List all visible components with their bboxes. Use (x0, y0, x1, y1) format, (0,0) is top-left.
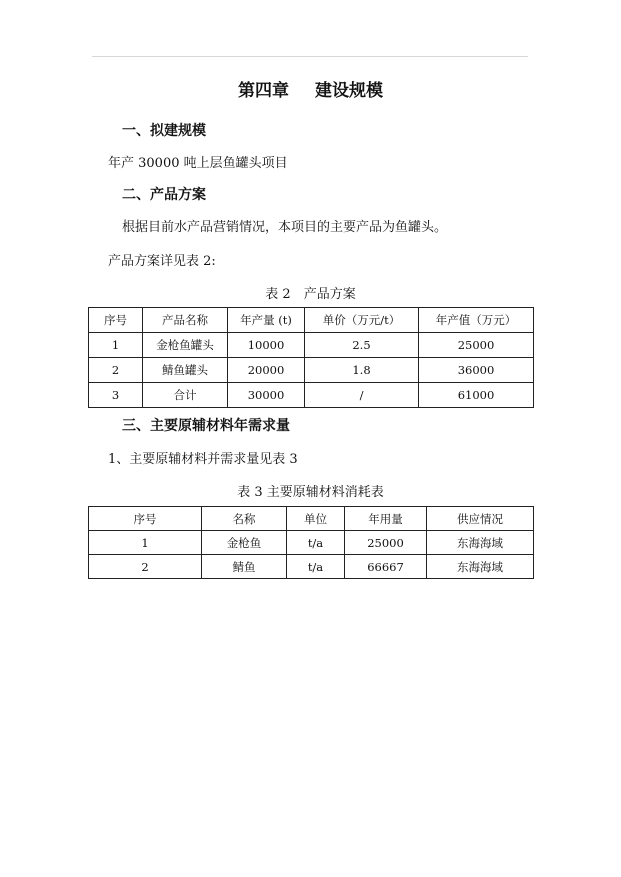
table-2-header: 年产量 (t) (228, 308, 305, 333)
table-cell: 66667 (345, 555, 427, 579)
section-3-heading: 三、主要原辅材料年需求量 (122, 418, 290, 434)
table-cell: 东海海域 (427, 531, 534, 555)
header-rule (92, 56, 528, 57)
table-3-header-row (89, 507, 534, 531)
table-row (89, 333, 534, 358)
table-cell: 1.8 (305, 358, 419, 383)
section-3-text: 1、主要原辅材料并需求量见表 3 (108, 452, 298, 467)
table-cell: 鲭鱼罐头 (143, 358, 228, 383)
table-cell: 鲭鱼 (202, 555, 287, 579)
table-2-header: 序号 (89, 308, 143, 333)
section-2-paragraph: 根据目前水产品营销情况，本项目的主要产品为鱼罐头。 (122, 220, 448, 235)
table-3-header: 序号 (89, 507, 202, 531)
table-row (89, 531, 534, 555)
table-cell: t/a (287, 531, 345, 555)
table-cell: 2.5 (305, 333, 419, 358)
table-cell: t/a (287, 555, 345, 579)
table-cell: / (305, 383, 419, 408)
table-2-header: 年产值（万元） (419, 308, 534, 333)
table-cell: 东海海域 (427, 555, 534, 579)
table-3-header: 供应情况 (427, 507, 534, 531)
table-cell: 25000 (345, 531, 427, 555)
table-2 (88, 307, 534, 408)
chapter-title (0, 76, 621, 101)
table-2-caption: 表 2 产品方案 (265, 287, 356, 302)
table-row (89, 358, 534, 383)
table-cell: 2 (89, 358, 143, 383)
table-cell: 合计 (143, 383, 228, 408)
table-3-header: 单位 (287, 507, 345, 531)
table-2-header: 产品名称 (143, 308, 228, 333)
table-3-header: 年用量 (345, 507, 427, 531)
table-cell: 10000 (228, 333, 305, 358)
section-1-heading: 一、拟建规模 (122, 123, 206, 139)
section-2-reference: 产品方案详见表 2: (108, 254, 216, 269)
table-3-header: 名称 (202, 507, 287, 531)
table-cell: 1 (89, 531, 202, 555)
table-3-caption: 表 3 主要原辅材料消耗表 (237, 485, 384, 500)
section-1-text: 年产 30000 吨上层鱼罐头项目 (108, 156, 288, 171)
chapter-number: 第四章 (238, 81, 289, 101)
table-2-header-row (89, 308, 534, 333)
table-cell: 1 (89, 333, 143, 358)
table-cell: 金枪鱼 (202, 531, 287, 555)
table-cell: 3 (89, 383, 143, 408)
table-cell: 30000 (228, 383, 305, 408)
chapter-name: 建设规模 (315, 81, 383, 101)
table-3 (88, 506, 534, 579)
table-2-header: 单价（万元/t） (305, 308, 419, 333)
table-row (89, 383, 534, 408)
table-cell: 61000 (419, 383, 534, 408)
table-row (89, 555, 534, 579)
table-cell: 2 (89, 555, 202, 579)
table-cell: 36000 (419, 358, 534, 383)
table-cell: 金枪鱼罐头 (143, 333, 228, 358)
table-cell: 25000 (419, 333, 534, 358)
section-2-heading: 二、产品方案 (122, 187, 206, 203)
table-cell: 20000 (228, 358, 305, 383)
